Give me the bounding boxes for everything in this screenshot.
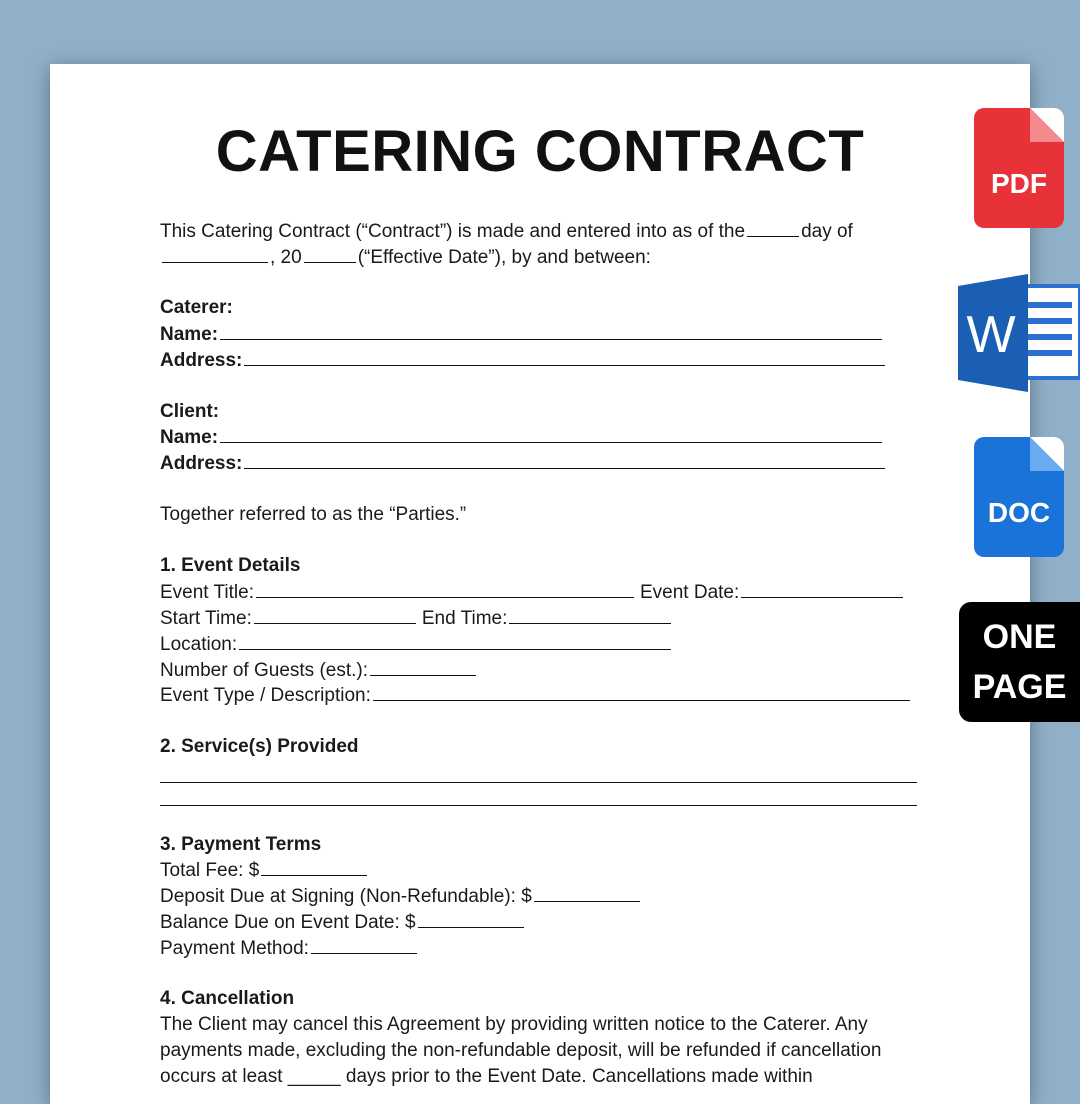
page-title: CATERING CONTRACT [215,119,865,184]
caterer-name-row: Name: [160,321,884,347]
client-address-field[interactable] [244,450,885,469]
doc-file-icon: DOC [974,437,1064,557]
pdf-file-icon: PDF [974,108,1064,228]
total-fee-row: Total Fee: $ [160,857,930,883]
deposit-field[interactable] [534,883,640,902]
one-page-badge: ONE PAGE [959,602,1080,722]
word-file-icon [958,274,1080,392]
start-time-field[interactable] [254,605,416,624]
event-date-field[interactable] [741,579,903,598]
deposit-row: Deposit Due at Signing (Non-Refundable): $ [160,883,930,909]
caterer-heading: Caterer: [160,297,233,319]
location-row: Location: [160,631,930,657]
contract-body [160,218,930,1090]
balance-row: Balance Due on Event Date: $ [160,909,930,935]
payment-terms-heading: 3. Payment Terms [160,833,322,855]
intro-line-1: This Catering Contract (“Contract”) is made and entered into as of the day of [160,218,930,244]
location-field[interactable] [239,631,671,650]
event-title-row: Event Title: Event Date: [160,579,930,605]
caterer-address-field[interactable] [244,347,885,366]
intro-line-2: , 20 (“Effective Date”), by and between: [160,244,930,270]
word-letter: W [966,306,1016,364]
client-name-field[interactable] [220,424,882,443]
payment-method-field[interactable] [311,935,417,954]
payment-method-row: Payment Method: [160,935,930,961]
guests-field[interactable] [370,657,476,676]
caterer-name-field[interactable] [220,321,882,340]
services-line-1[interactable] [160,763,917,783]
event-type-row: Event Type / Description: [160,682,912,708]
day-blank [747,218,799,237]
services-line-2[interactable] [160,786,917,806]
client-name-row: Name: [160,424,884,450]
total-fee-field[interactable] [261,857,367,876]
services-heading: 2. Service(s) Provided [160,735,359,757]
balance-field[interactable] [418,909,524,928]
year-blank [304,244,356,263]
event-title-field[interactable] [256,579,634,598]
cancellation-text-1: The Client may cancel this Agreement by providing written notice to the Caterer. Any [160,1014,868,1036]
cancellation-heading: 4. Cancellation [160,988,295,1010]
cancellation-text-2: payments made, excluding the non-refundable deposit, will be refunded if cancellation [160,1039,882,1061]
guests-row: Number of Guests (est.): [160,657,930,683]
caterer-address-row: Address: [160,347,887,373]
client-address-row: Address: [160,450,887,476]
time-row: Start Time: End Time: [160,605,930,631]
month-blank [162,244,268,263]
end-time-field[interactable] [509,605,671,624]
event-details-heading: 1. Event Details [160,555,301,577]
cancellation-text-3: occurs at least _____ days prior to the Event Date. Cancellations made within [160,1065,813,1087]
parties-text: Together referred to as the “Parties.” [160,503,467,525]
client-heading: Client: [160,400,220,422]
event-type-field[interactable] [373,682,910,701]
